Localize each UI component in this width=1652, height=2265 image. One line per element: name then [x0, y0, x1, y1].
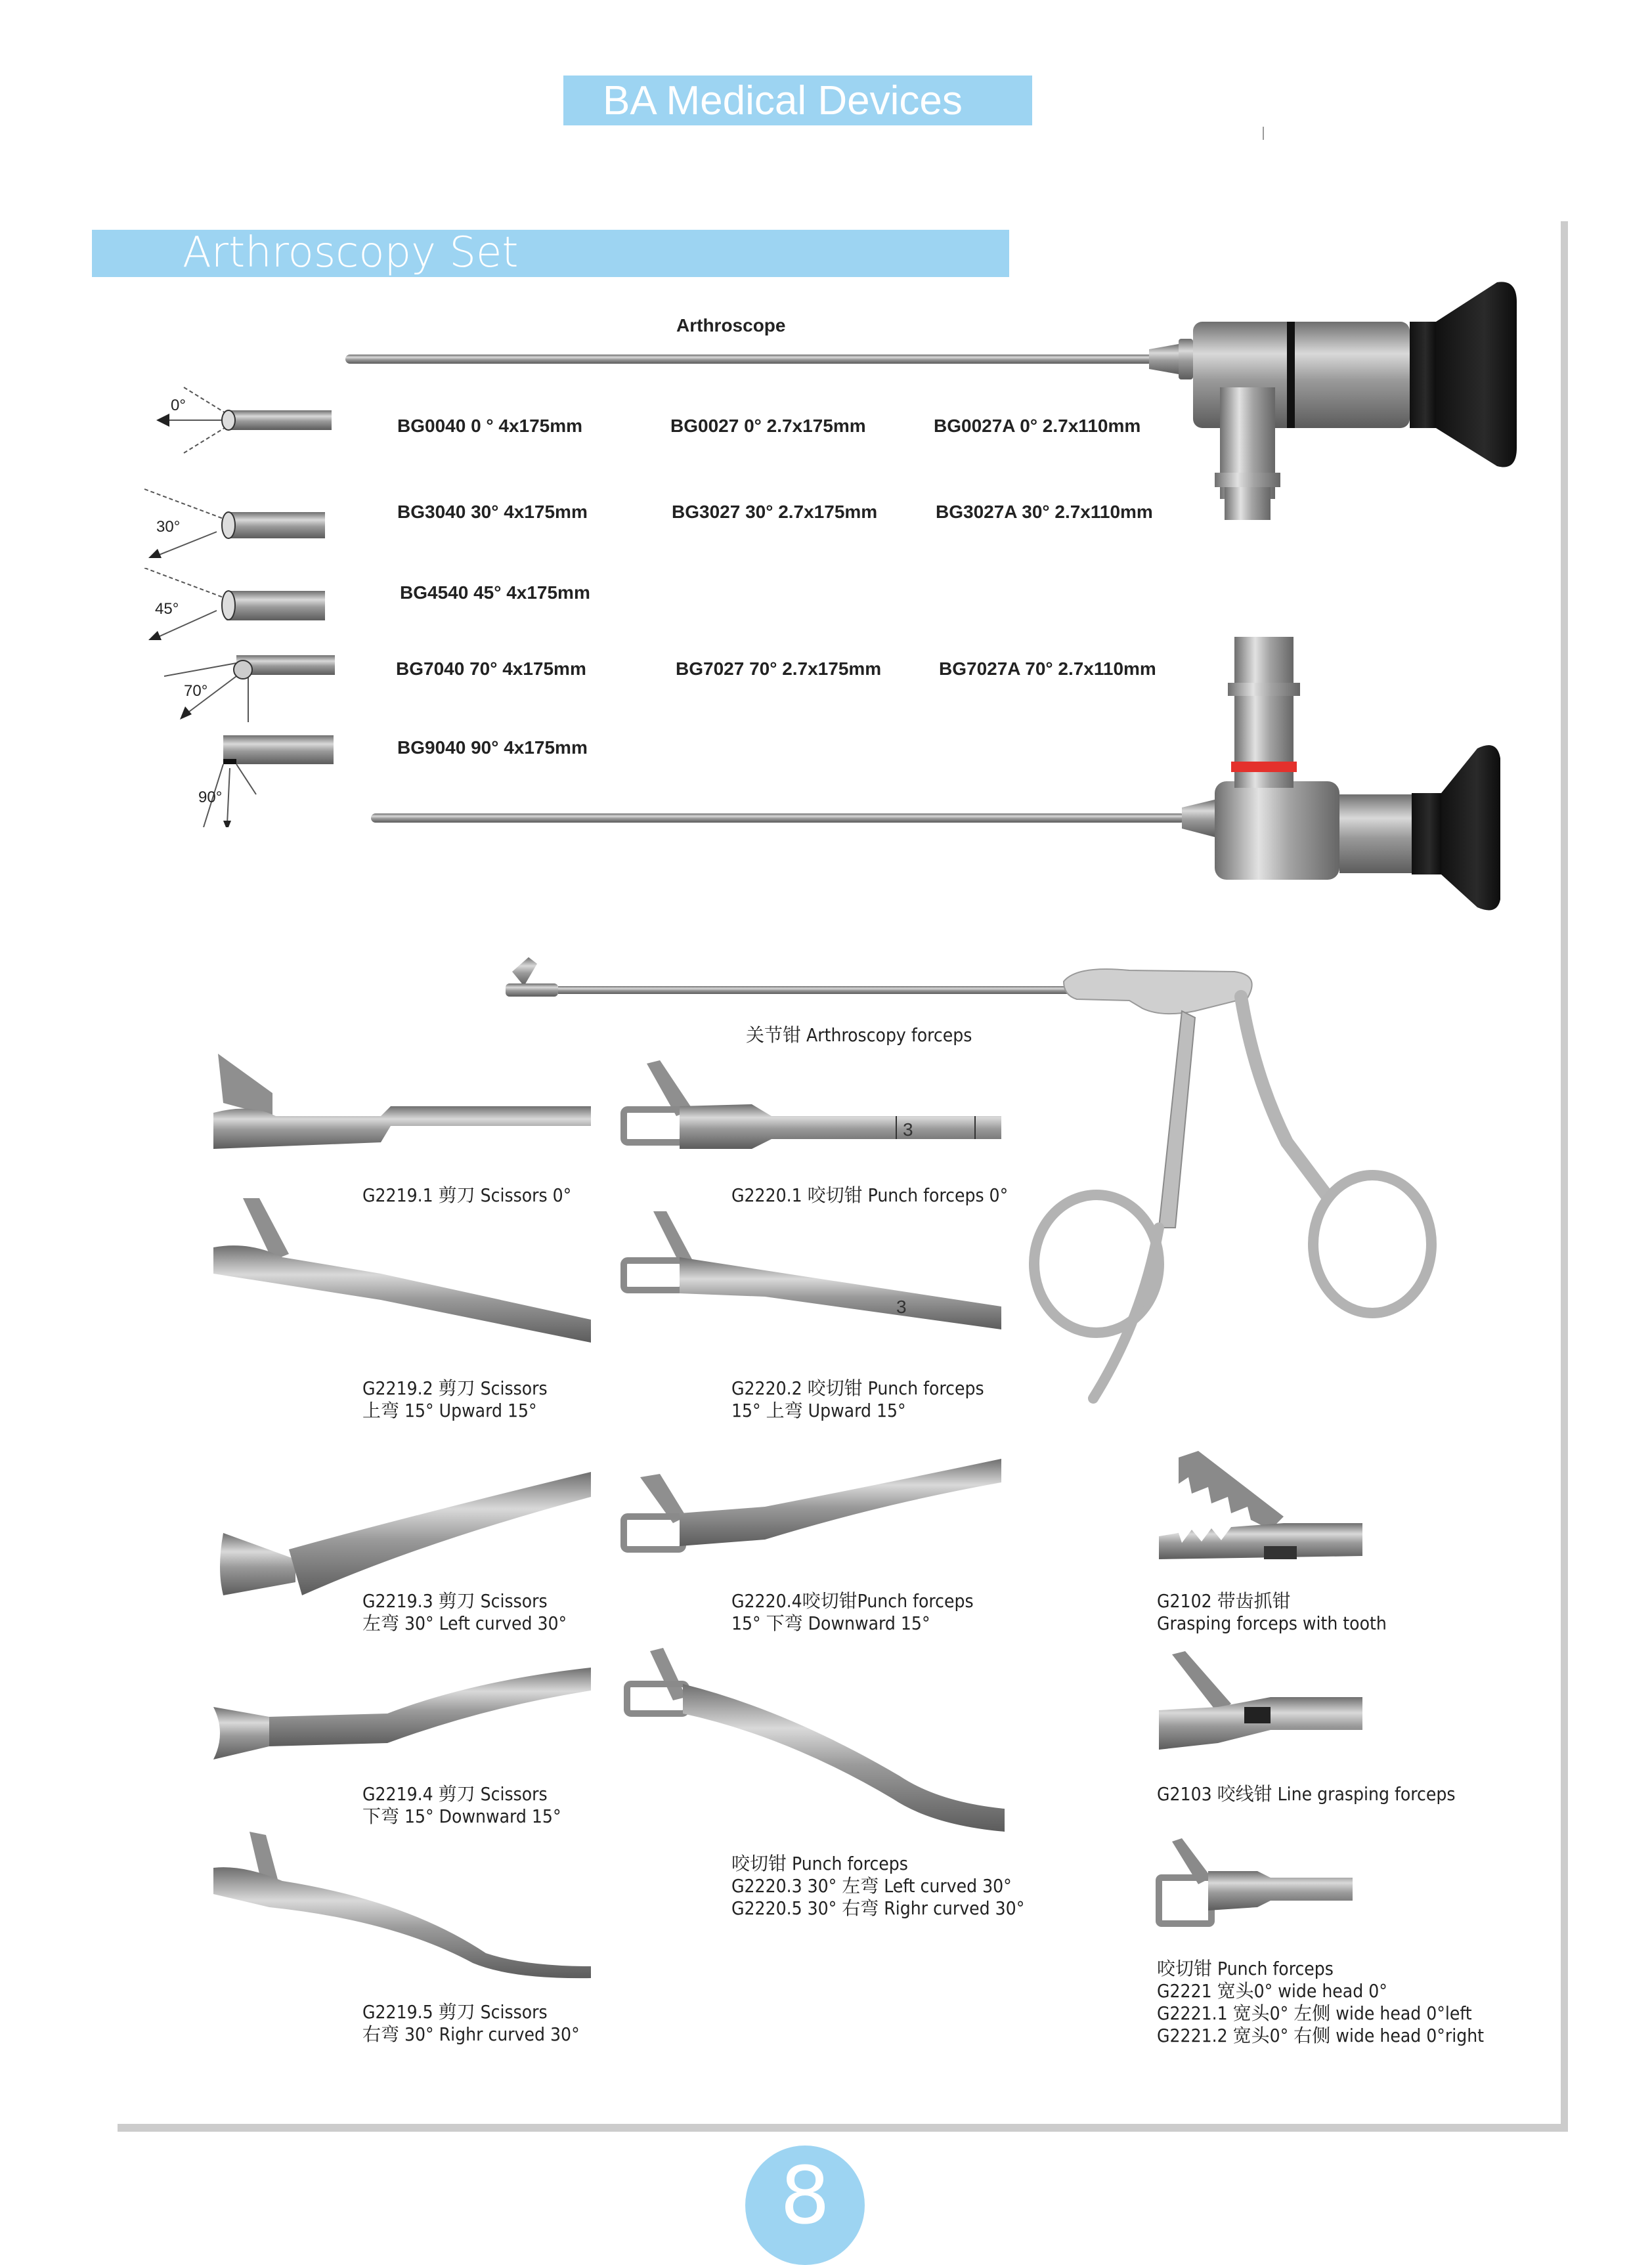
- spec-row-2-col-2: BG3027 30° 2.7x175mm: [672, 502, 878, 522]
- svg-text:0°: 0°: [171, 397, 186, 414]
- svg-text:70°: 70°: [184, 682, 208, 700]
- angle-icon-30: [138, 486, 335, 558]
- line-grasping-caption: G2103 咬线钳 Line grasping forceps: [1157, 1783, 1456, 1805]
- grasping-tooth-caption: G2102 带齿抓钳 Grasping forceps with tooth: [1157, 1590, 1387, 1634]
- scissors-left30-caption: G2219.3 剪刀 Scissors 左弯 30° Left curved 30°: [362, 1590, 567, 1634]
- page-number: 8: [779, 2151, 831, 2242]
- angle-icon-45: [138, 568, 335, 640]
- svg-text:90°: 90°: [198, 788, 223, 806]
- punch-widehead-image: [1152, 1838, 1362, 1937]
- brand-title: BA Medical Devices: [603, 78, 963, 123]
- angle-icon-0: [144, 384, 341, 456]
- scissors-up15-caption: G2219.2 剪刀 Scissors 上弯 15° Upward 15°: [362, 1377, 548, 1421]
- arthroscopy-forceps-image: [499, 945, 1497, 1418]
- line-grasping-image: [1152, 1651, 1362, 1769]
- spec-row-4-col-1: BG7040 70° 4x175mm: [396, 658, 586, 679]
- spec-row-4-col-2: BG7027 70° 2.7x175mm: [676, 658, 882, 679]
- punch-up15-image: [620, 1208, 1001, 1339]
- svg-text:3: 3: [903, 1119, 913, 1140]
- punch-down15-caption: G2220.4咬切钳Punch forceps 15° 下弯 Downward 15°: [731, 1590, 974, 1634]
- punch-0-caption: G2220.1 咬切钳 Punch forceps 0°: [731, 1184, 1009, 1206]
- svg-text:45°: 45°: [155, 600, 179, 618]
- arthroscopy-forceps-label: 关节钳 Arthroscopy forceps: [746, 1024, 972, 1046]
- page-frame-right: [1561, 221, 1568, 2132]
- angle-icon-90: [158, 729, 355, 827]
- spec-row-1-col-1: BG0040 0 ° 4x175mm: [397, 416, 583, 436]
- arthroscope-label: Arthroscope: [676, 315, 786, 335]
- punch-up15-caption: G2220.2 咬切钳 Punch forceps 15° 上弯 Upward 15°: [731, 1377, 984, 1421]
- scissors-up15-image: [210, 1195, 591, 1352]
- scissors-0-image: [210, 1050, 591, 1155]
- spec-row-2-col-1: BG3040 30° 4x175mm: [397, 502, 588, 522]
- decorative-tick: [1263, 127, 1264, 140]
- scissors-right30-image: [210, 1828, 591, 1986]
- spec-row-4-col-3: BG7027A 70° 2.7x110mm: [939, 658, 1156, 679]
- svg-text:30°: 30°: [156, 518, 181, 536]
- punch-widehead-caption: 咬切钳 Punch forceps G2221 宽头0° wide head 0° G2221.1 宽头0° 左侧 wide head 0°left G2221.2 宽头0° 右侧 wide head 0°right: [1157, 1958, 1485, 2046]
- spec-row-3-col-1: BG4540 45° 4x175mm: [400, 582, 590, 603]
- spec-row-1-col-3: BG0027A 0° 2.7x110mm: [934, 416, 1141, 436]
- scissors-down15-caption: G2219.4 剪刀 Scissors 下弯 15° Downward 15°: [362, 1783, 561, 1827]
- spec-row-5-col-1: BG9040 90° 4x175mm: [397, 737, 588, 758]
- grasping-tooth-image: [1152, 1444, 1362, 1569]
- scissors-down15-image: [210, 1661, 591, 1792]
- punch-curved30-image: [624, 1645, 1005, 1842]
- page-frame-bottom: [118, 2124, 1568, 2132]
- section-title: Arthroscopy Set: [183, 228, 519, 277]
- view-angle-70-icon: [151, 650, 348, 722]
- punch-down15-image: [620, 1451, 1001, 1569]
- spec-row-2-col-3: BG3027A 30° 2.7x110mm: [936, 502, 1153, 522]
- svg-text:3: 3: [896, 1297, 907, 1317]
- scissors-right30-caption: G2219.5 剪刀 Scissors 右弯 30° Righr curved 30°: [362, 2001, 580, 2045]
- view-angle-90-icon: [158, 729, 355, 827]
- spec-row-1-col-2: BG0027 0° 2.7x175mm: [670, 416, 866, 436]
- view-angle-0-icon: [144, 384, 341, 456]
- scissors-0-caption: G2219.1 剪刀 Scissors 0°: [362, 1184, 572, 1206]
- punch-0-image: [620, 1057, 1001, 1155]
- punch-curved30-caption: 咬切钳 Punch forceps G2220.3 30° 左弯 Left curved 30° G2220.5 30° 右弯 Righr curved 30°: [731, 1853, 1025, 1919]
- view-angle-45-icon: [138, 568, 335, 640]
- angle-icon-70: [151, 650, 348, 722]
- view-angle-30-icon: [138, 486, 335, 558]
